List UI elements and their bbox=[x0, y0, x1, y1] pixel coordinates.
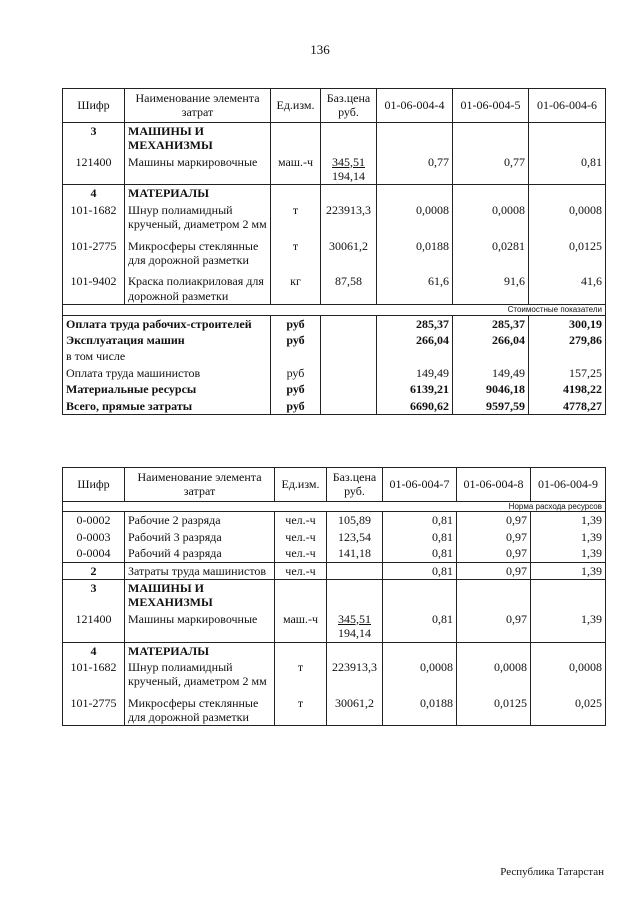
row-name: Рабочие 2 разряда bbox=[125, 512, 275, 529]
summary-value: 285,37 bbox=[453, 315, 529, 332]
row-value: 0,97 bbox=[457, 529, 531, 545]
row-code: 101-9402 bbox=[63, 268, 125, 304]
row-unit: т bbox=[271, 233, 321, 269]
page-number: 136 bbox=[310, 42, 330, 57]
row-value: 1,39 bbox=[531, 529, 606, 545]
row-value: 0,81 bbox=[383, 512, 457, 529]
summary-unit: руб bbox=[271, 332, 321, 348]
band-row bbox=[63, 501, 606, 512]
table-row bbox=[63, 611, 606, 642]
summary-name: Оплата труда машинистов bbox=[63, 365, 271, 381]
header-code: Шифр bbox=[63, 468, 125, 502]
summary-value: 300,19 bbox=[529, 315, 606, 332]
row-code: 0-0003 bbox=[63, 529, 125, 545]
band-label: Стоимостные показатели bbox=[63, 305, 606, 316]
summary-row bbox=[63, 365, 606, 381]
table-row bbox=[63, 529, 606, 545]
summary-row bbox=[63, 315, 606, 332]
row-code: 101-1682 bbox=[63, 659, 125, 690]
band-row bbox=[63, 305, 606, 316]
row-name: Рабочий 3 разряда bbox=[125, 529, 275, 545]
section-header-row bbox=[63, 122, 606, 153]
row-value: 0,0008 bbox=[531, 659, 606, 690]
row-name: Микросферы стеклянные для дорожной разметки bbox=[125, 233, 271, 269]
header-name: Наименование элемента затрат bbox=[125, 89, 271, 123]
header-col-c: 01-06-004-6 bbox=[529, 89, 606, 123]
row-value: 0,97 bbox=[457, 611, 531, 642]
summary-value: 6139,21 bbox=[377, 381, 453, 397]
row-price: 223913,3 bbox=[327, 659, 383, 690]
header-code: Шифр bbox=[63, 89, 125, 123]
table-header-row bbox=[63, 89, 606, 123]
header-unit: Ед.изм. bbox=[275, 468, 327, 502]
row-value: 41,6 bbox=[529, 268, 606, 304]
row-value: 0,0188 bbox=[377, 233, 453, 269]
section-number: 2 bbox=[63, 562, 125, 579]
row-name: Рабочий 4 разряда bbox=[125, 545, 275, 562]
section-header-row bbox=[63, 185, 606, 202]
summary-value: 149,49 bbox=[453, 365, 529, 381]
row-unit: т bbox=[275, 659, 327, 690]
row-price-main: 345,51 bbox=[332, 154, 365, 169]
section-title: МАШИНЫ И МЕХАНИЗМЫ bbox=[125, 579, 275, 610]
resource-table-2 bbox=[62, 467, 606, 726]
row-name: Машины маркировочные bbox=[125, 154, 271, 185]
table-row bbox=[63, 233, 606, 269]
row-value: 61,6 bbox=[377, 268, 453, 304]
row-unit: маш.-ч bbox=[271, 154, 321, 185]
table-row bbox=[63, 268, 606, 304]
summary-value: 279,86 bbox=[529, 332, 606, 348]
row-value: 1,39 bbox=[531, 512, 606, 529]
section-title: МАШИНЫ И МЕХАНИЗМЫ bbox=[125, 122, 271, 153]
row-value: 0,0008 bbox=[453, 202, 529, 233]
summary-value: 4778,27 bbox=[529, 398, 606, 415]
header-price: Баз.цена руб. bbox=[321, 89, 377, 123]
row-value: 0,0008 bbox=[383, 659, 457, 690]
row-price: 141,18 bbox=[327, 545, 383, 562]
row-value: 0,97 bbox=[457, 562, 531, 579]
section-title: МАТЕРИАЛЫ bbox=[125, 185, 271, 202]
summary-value: 4198,22 bbox=[529, 381, 606, 397]
header-col-b: 01-06-004-8 bbox=[457, 468, 531, 502]
row-unit: чел.-ч bbox=[275, 562, 327, 579]
table-row bbox=[63, 659, 606, 690]
table-header-row bbox=[63, 468, 606, 502]
row-value: 0,77 bbox=[377, 154, 453, 185]
row-name: Краска полиакриловая для дорожной разметки bbox=[125, 268, 271, 304]
row-price-main: 345,51 bbox=[338, 611, 371, 626]
row-price: 30061,2 bbox=[321, 233, 377, 269]
summary-value: 9597,59 bbox=[453, 398, 529, 415]
row-value: 0,97 bbox=[457, 512, 531, 529]
row-value: 0,025 bbox=[531, 690, 606, 726]
row-unit: кг bbox=[271, 268, 321, 304]
row-value: 0,81 bbox=[529, 154, 606, 185]
row-value: 1,39 bbox=[531, 545, 606, 562]
row-unit: т bbox=[275, 690, 327, 726]
section-number: 3 bbox=[63, 579, 125, 610]
row-price-sub: 194,14 bbox=[332, 168, 365, 183]
row-code: 101-1682 bbox=[63, 202, 125, 233]
summary-name: Всего, прямые затраты bbox=[63, 398, 271, 415]
summary-name: Оплата труда рабочих-строителей bbox=[63, 315, 271, 332]
summary-value: 266,04 bbox=[377, 332, 453, 348]
band-label: Норма расхода ресурсов bbox=[63, 501, 606, 512]
row-value: 0,81 bbox=[383, 611, 457, 642]
resource-table-1 bbox=[62, 88, 606, 415]
footer-region-label: Республика Татарстан bbox=[500, 866, 604, 878]
row-price: 105,89 bbox=[327, 512, 383, 529]
row-value: 0,0281 bbox=[453, 233, 529, 269]
header-col-a: 01-06-004-4 bbox=[377, 89, 453, 123]
summary-name: Материальные ресурсы bbox=[63, 381, 271, 397]
row-name: Микросферы стеклянные для дорожной разметки bbox=[125, 690, 275, 726]
row-unit: т bbox=[271, 202, 321, 233]
summary-unit: руб bbox=[271, 381, 321, 397]
header-col-a: 01-06-004-7 bbox=[383, 468, 457, 502]
row-price: 87,58 bbox=[321, 268, 377, 304]
header-name: Наименование элемента затрат bbox=[125, 468, 275, 502]
section-row bbox=[63, 562, 606, 579]
row-price bbox=[321, 154, 377, 185]
row-unit: чел.-ч bbox=[275, 512, 327, 529]
row-value: 0,0188 bbox=[383, 690, 457, 726]
row-price: 30061,2 bbox=[327, 690, 383, 726]
summary-row bbox=[63, 332, 606, 348]
summary-name: в том числе bbox=[63, 348, 271, 364]
table-row bbox=[63, 202, 606, 233]
section-title: МАТЕРИАЛЫ bbox=[125, 642, 275, 659]
row-name: Машины маркировочные bbox=[125, 611, 275, 642]
row-price: 123,54 bbox=[327, 529, 383, 545]
summary-value: 9046,18 bbox=[453, 381, 529, 397]
table-row bbox=[63, 545, 606, 562]
section-number: 4 bbox=[63, 185, 125, 202]
row-price bbox=[327, 611, 383, 642]
section-number: 4 bbox=[63, 642, 125, 659]
row-value: 0,81 bbox=[383, 529, 457, 545]
table-row bbox=[63, 690, 606, 726]
row-code: 101-2775 bbox=[63, 690, 125, 726]
row-name: Шнур полиамидный крученый, диаметром 2 мм bbox=[125, 659, 275, 690]
header-price: Баз.цена руб. bbox=[327, 468, 383, 502]
row-code: 101-2775 bbox=[63, 233, 125, 269]
row-value: 0,77 bbox=[453, 154, 529, 185]
section-header-row bbox=[63, 579, 606, 610]
summary-value: 149,49 bbox=[377, 365, 453, 381]
row-value: 1,39 bbox=[531, 611, 606, 642]
summary-unit: руб bbox=[271, 398, 321, 415]
row-value: 0,0008 bbox=[377, 202, 453, 233]
row-value: 0,81 bbox=[383, 562, 457, 579]
summary-value: 6690,62 bbox=[377, 398, 453, 415]
row-value: 0,97 bbox=[457, 545, 531, 562]
section-header-row bbox=[63, 642, 606, 659]
row-code: 0-0002 bbox=[63, 512, 125, 529]
row-value: 91,6 bbox=[453, 268, 529, 304]
summary-row bbox=[63, 398, 606, 415]
row-name: Шнур полиамидный крученый, диаметром 2 мм bbox=[125, 202, 271, 233]
row-price: 223913,3 bbox=[321, 202, 377, 233]
row-code: 121400 bbox=[63, 611, 125, 642]
summary-unit: руб bbox=[271, 365, 321, 381]
row-value: 0,0125 bbox=[529, 233, 606, 269]
summary-value: 266,04 bbox=[453, 332, 529, 348]
row-value: 0,0008 bbox=[457, 659, 531, 690]
row-value: 0,0125 bbox=[457, 690, 531, 726]
row-name: Затраты труда машинистов bbox=[125, 562, 275, 579]
summary-unit: руб bbox=[271, 315, 321, 332]
row-price-sub: 194,14 bbox=[338, 626, 371, 641]
row-unit: маш.-ч bbox=[275, 611, 327, 642]
summary-row bbox=[63, 381, 606, 397]
header-col-b: 01-06-004-5 bbox=[453, 89, 529, 123]
summary-name: Эксплуатация машин bbox=[63, 332, 271, 348]
summary-value: 285,37 bbox=[377, 315, 453, 332]
row-value: 1,39 bbox=[531, 562, 606, 579]
section-number: 3 bbox=[63, 122, 125, 153]
row-value: 0,81 bbox=[383, 545, 457, 562]
row-value: 0,0008 bbox=[529, 202, 606, 233]
summary-value: 157,25 bbox=[529, 365, 606, 381]
table-row bbox=[63, 154, 606, 185]
row-code: 121400 bbox=[63, 154, 125, 185]
table-row bbox=[63, 512, 606, 529]
row-unit: чел.-ч bbox=[275, 529, 327, 545]
header-col-c: 01-06-004-9 bbox=[531, 468, 606, 502]
header-unit: Ед.изм. bbox=[271, 89, 321, 123]
row-unit: чел.-ч bbox=[275, 545, 327, 562]
row-code: 0-0004 bbox=[63, 545, 125, 562]
summary-row bbox=[63, 348, 606, 364]
